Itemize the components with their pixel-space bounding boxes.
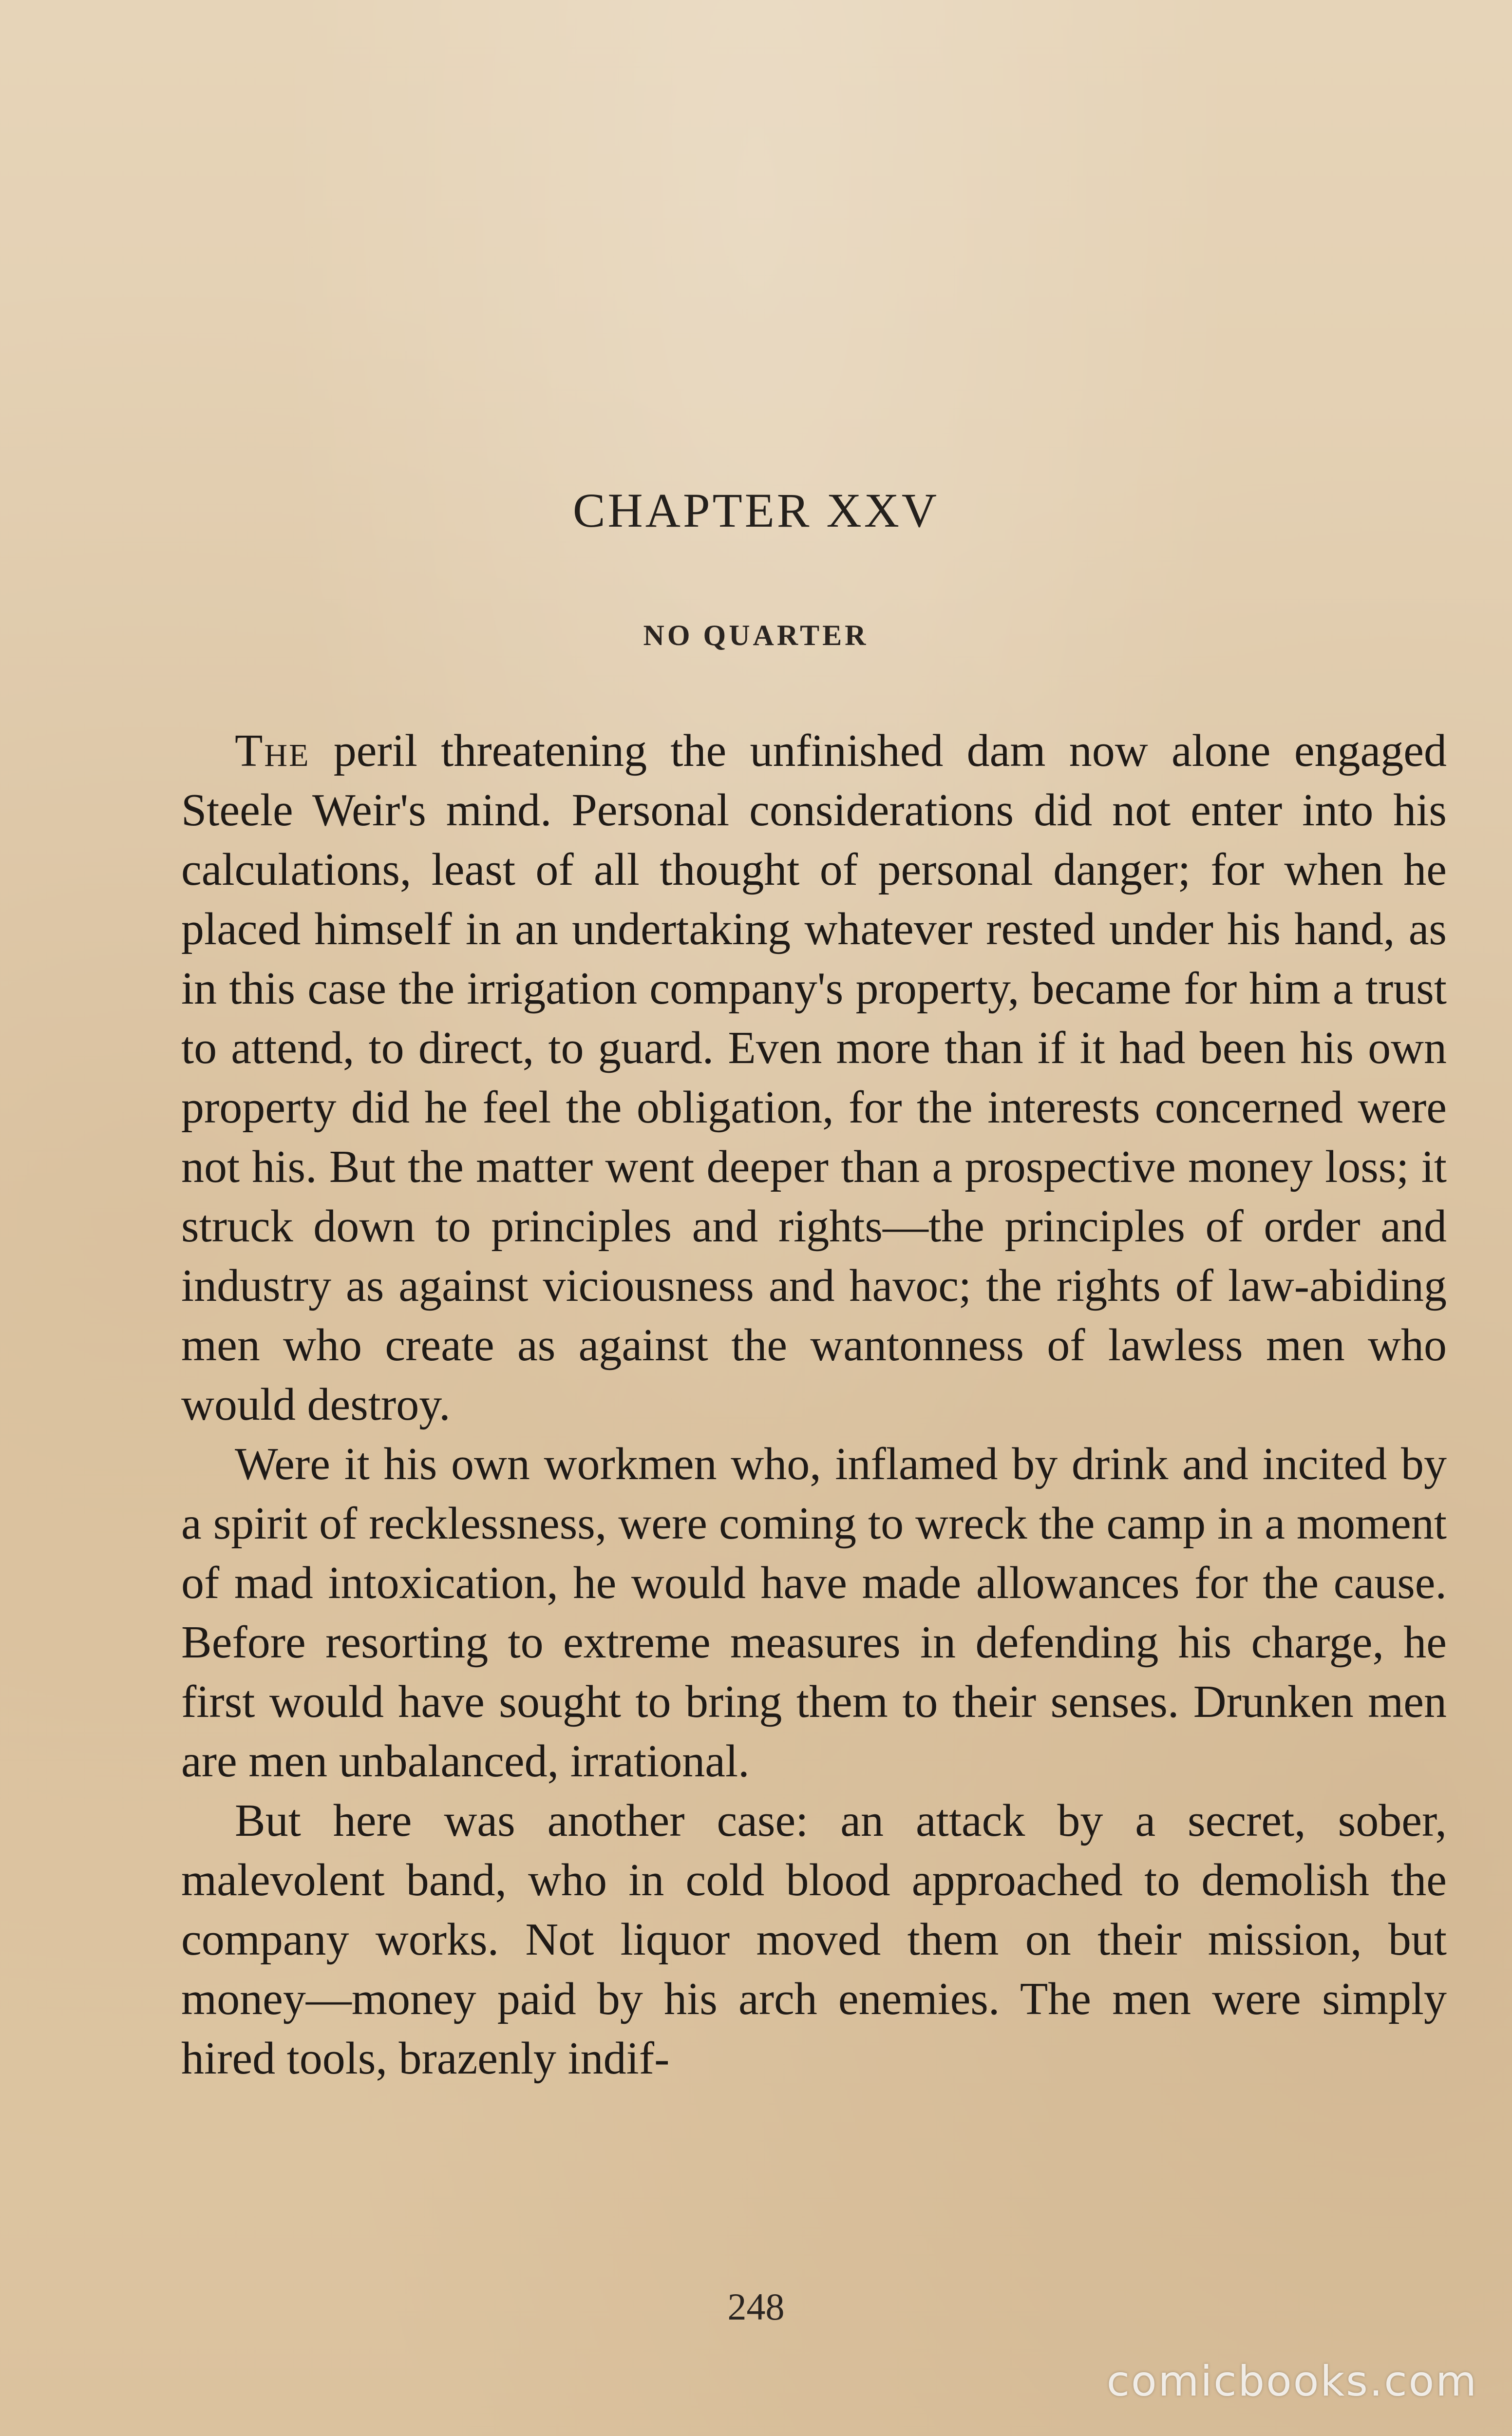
page-number: 248	[727, 2285, 785, 2328]
chapter-body	[181, 721, 1447, 2088]
paragraph	[181, 721, 1447, 1434]
paragraph	[181, 1434, 1447, 1791]
paragraph-text: But here was another case: an attack by a secret, sober, malevolent band, who in cold blood approached to demolish the company works. Not liquor moved them on their mission, but money—money paid by his arch enemies. The men were simply hired tools, brazenly indif-	[181, 1795, 1447, 2084]
chapter-title: CHAPTER XXV	[572, 483, 940, 537]
paragraph	[181, 1791, 1447, 2088]
paragraph-text: Were it his own workmen who, inflamed by drink and incited by a spirit of recklessness, were coming to wreck the camp in a moment of mad intoxication, he would have made allowances for the cause. Before resorting to extreme measures in defending his charge, he first would have sought to bring them to their senses. Drunken men are men unbalanced, irrational.	[181, 1439, 1447, 1787]
chapter-subtitle: NO QUARTER	[643, 619, 869, 651]
paragraph-text: peril threatening the unfinished dam now alone engaged Steele Weir's mind. Personal considerations did not enter into his calculations, least of all thought of personal danger; for when he placed himself in an undertaking whatever rested under his hand, as in this case the irrigation company's property, became for him a trust to attend, to direct, to guard. Even more than if it had been his own property did he feel the obligation, for the interests concerned were not his. But the matter went deeper than a prospective money loss; it struck down to principles and rights—the principles of order and industry as against viciousness and havoc; the rights of law-abiding men who create as against the wantonness of lawless men who would destroy.	[181, 725, 1447, 1430]
watermark: comicbooks.com	[1106, 2357, 1478, 2406]
paragraph-lead-word: The	[235, 725, 310, 776]
